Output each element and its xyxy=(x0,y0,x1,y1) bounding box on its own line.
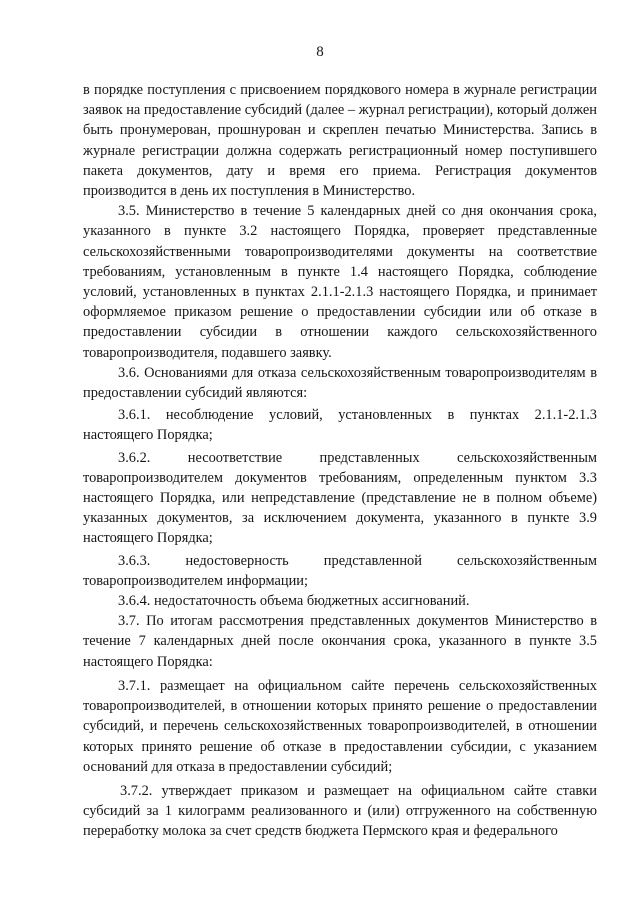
paragraph-3-7-1: 3.7.1. размещает на официальном сайте перечень сельскохозяйственных товаропроизводителей, в отношении которых принято решение о предоставлении субсидий, и перечень сельскохозяйственных товаропроизводителей, в отношении которых принято решение об отказе в предоставлении субсидии, с указанием оснований для отказа в предоставлении субсидий; xyxy=(83,677,597,775)
paragraph-3-6-3: 3.6.3. недостоверность представленной сельскохозяйственным товаропроизводителем информации; xyxy=(83,552,597,589)
paragraph-3-6: 3.6. Основаниями для отказа сельскохозяйственным товаропроизводителям в предоставлении субсидий являются: xyxy=(83,364,597,402)
paragraph-3-6-2: 3.6.2. несоответствие представленных сельскохозяйственным товаропроизводителем документов требованиям, определенным пунктом 3.3 настоящего Порядка, или непредставление (представление не в полном объеме) указанных документов, за исключением документа, указанного в пункте 3.9 настоящего Порядка; xyxy=(83,449,597,547)
document-body xyxy=(83,80,597,842)
paragraph-3-7-2: 3.7.2. утверждает приказом и размещает на официальном сайте ставки субсидий за 1 килограмм реализованного и (или) отгруженного на собственную переработку молока за счет средств бюджета Пермского края и федерального xyxy=(83,782,597,840)
paragraph-3-5: 3.5. Министерство в течение 5 календарных дней со дня окончания срока, указанного в пункте 3.2 настоящего Порядка, проверяет представленные сельскохозяйственными товаропроизводителями документы на соответствие требованиям, установленным в пункте 1.4 настоящего Порядка, соблюдение условий, установленных в пунктах 2.1.1-2.1.3 настоящего Порядка, и принимает оформляемое приказом решение о предоставлении субсидии или об отказе в предоставлении субсидии в отношении каждого сельскохозяйственного товаропроизводителя, подавшего заявку. xyxy=(83,203,597,361)
page-number: 8 xyxy=(316,44,324,60)
paragraph-registration-continued: в порядке поступления с присвоением порядкового номера в журнале регистрации заявок на предоставление субсидий (далее – журнал регистрации), который должен быть пронумерован, прошнурован и скреплен печатью Министерства. Запись в журнале регистрации должна содержать регистрационный номер поступившего пакета документов, дату и время его приема. Регистрация документов производится в день их поступления в Министерство. xyxy=(83,82,597,200)
paragraph-3-6-4: 3.6.4. недостаточность объема бюджетных ассигнований. xyxy=(118,593,470,610)
paragraph-3-7: 3.7. По итогам рассмотрения представленных документов Министерство в течение 7 календарных дней после окончания срока, указанного в пункте 3.5 настоящего Порядка: xyxy=(83,613,597,670)
paragraph-3-6-1: 3.6.1. несоблюдение условий, установленных в пунктах 2.1.1-2.1.3 настоящего Порядка; xyxy=(83,407,597,444)
